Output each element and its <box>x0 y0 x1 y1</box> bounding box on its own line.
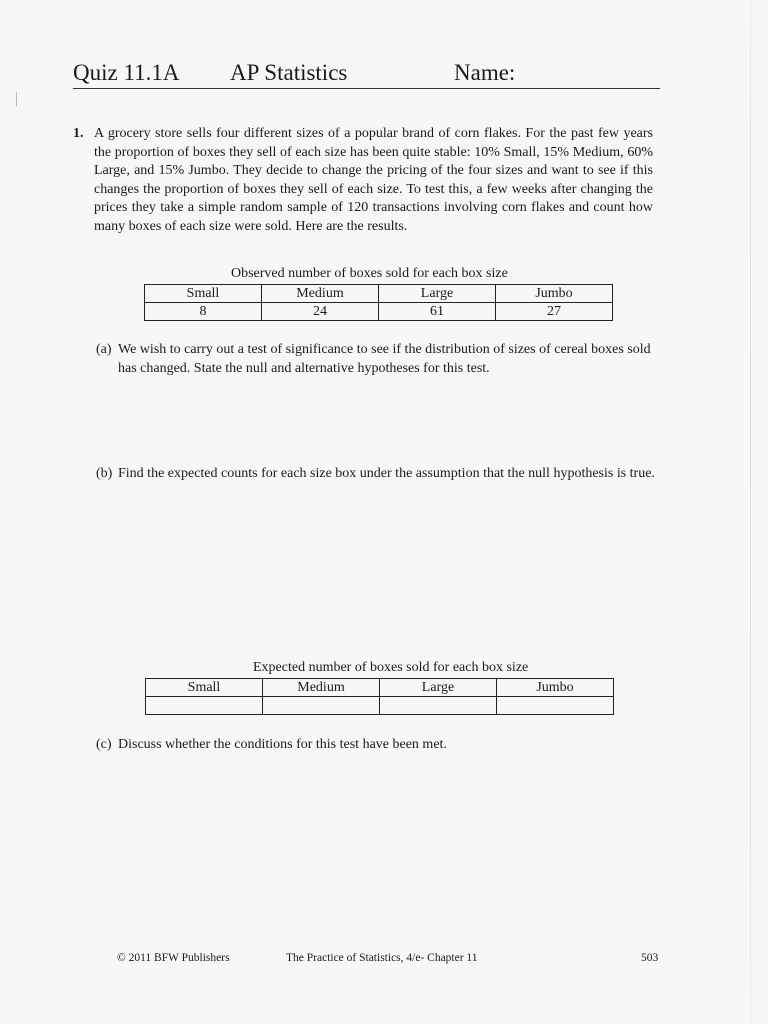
table-header-cell: Large <box>379 285 496 303</box>
answer-cell[interactable] <box>263 697 380 715</box>
table-cell: 27 <box>496 303 613 321</box>
question-number: 1. <box>73 126 84 141</box>
answer-cell[interactable] <box>497 697 614 715</box>
part-b <box>96 464 656 483</box>
question-1 <box>73 125 653 237</box>
table-row <box>145 303 613 321</box>
expected-table <box>145 678 614 715</box>
table-header-cell: Small <box>146 679 263 697</box>
scan-mark <box>16 92 17 106</box>
table-header-cell: Medium <box>263 679 380 697</box>
part-a <box>96 340 656 378</box>
table-header-row <box>146 679 614 697</box>
part-c-text: Discuss whether the conditions for this test have been met. <box>118 737 447 752</box>
table-cell: 24 <box>262 303 379 321</box>
part-a-text: We wish to carry out a test of significance to see if the distribution of sizes of cereal boxes sold has changed. State the null and alternative hypotheses for this test. <box>118 342 651 376</box>
question-text: A grocery store sells four different sizes of a popular brand of corn flakes. For the past few years the proportion of boxes they sell of each size has been quite stable: 10% Small, 15% Medium, 60% Large, and 15% Jumbo. They decide to change the pricing of the four sizes and want to see if this changes the proportion of boxes they sell of each size. To test this, a few weeks after changing the prices they take a simple random sample of 120 transactions involving corn flakes and count how many boxes of each size were sold. Here are the results. <box>94 126 653 234</box>
table-header-cell: Medium <box>262 285 379 303</box>
name-label: Name: <box>454 60 516 85</box>
part-a-label: (a) <box>96 342 112 357</box>
answer-cell[interactable] <box>380 697 497 715</box>
table-header-cell: Jumbo <box>496 285 613 303</box>
table-row <box>146 697 614 715</box>
observed-table-caption: Observed number of boxes sold for each box size <box>231 266 508 281</box>
table-header-cell: Large <box>380 679 497 697</box>
footer-book-title: The Practice of Statistics, 4/e- Chapter 11 <box>286 952 478 964</box>
answer-cell[interactable] <box>146 697 263 715</box>
footer-page-number: 503 <box>641 952 659 964</box>
part-b-text: Find the expected counts for each size box under the assumption that the null hypothesis is true. <box>118 466 655 481</box>
observed-table <box>144 284 613 321</box>
table-cell: 61 <box>379 303 496 321</box>
part-c-label: (c) <box>96 737 112 752</box>
scan-edge <box>750 0 751 1024</box>
table-header-cell: Small <box>145 285 262 303</box>
part-c <box>96 735 656 754</box>
course-title: AP Statistics <box>230 60 348 85</box>
table-header-row <box>145 285 613 303</box>
expected-table-caption: Expected number of boxes sold for each box size <box>253 660 529 675</box>
part-b-label: (b) <box>96 466 113 481</box>
table-header-cell: Jumbo <box>497 679 614 697</box>
footer-copyright: © 2011 BFW Publishers <box>117 952 230 964</box>
table-cell: 8 <box>145 303 262 321</box>
quiz-header <box>73 58 660 89</box>
quiz-title: Quiz 11.1A <box>73 60 180 85</box>
